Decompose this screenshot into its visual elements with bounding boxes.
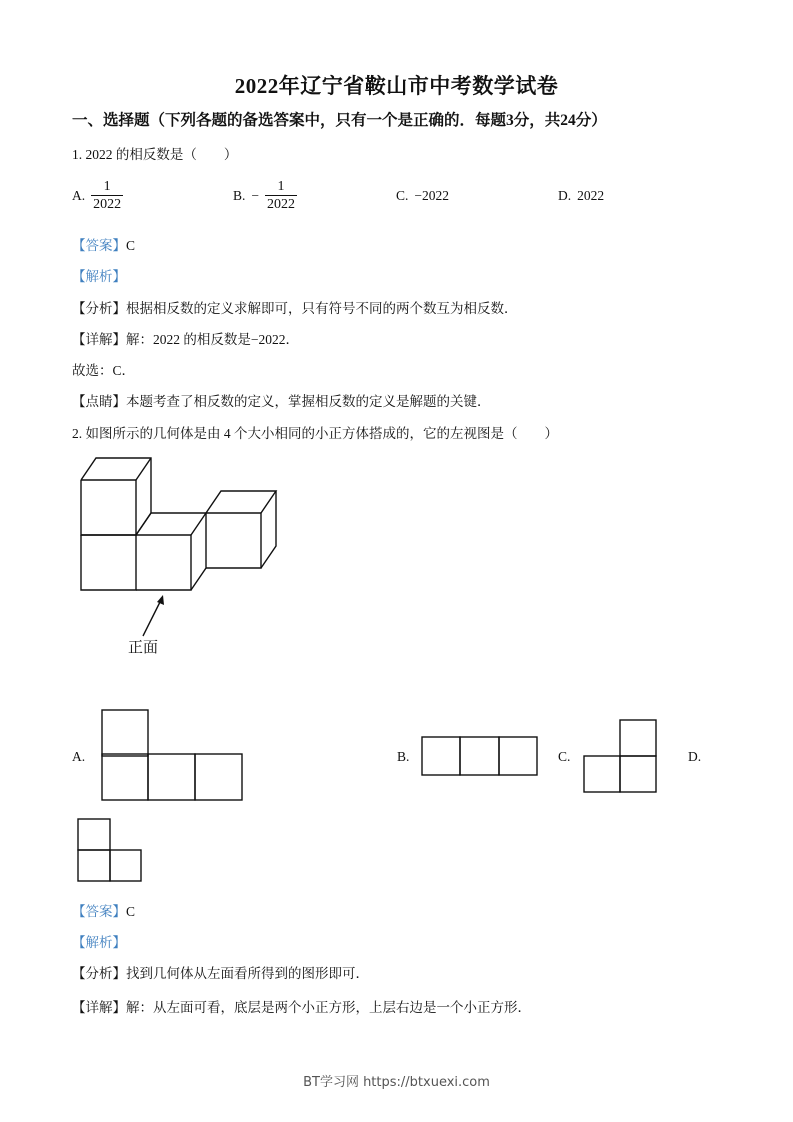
q1-stem: 1. 2022 的相反数是（ ）: [72, 147, 238, 162]
q1-answer: [72, 234, 135, 254]
xiangjie-label: 【详解】: [72, 1000, 126, 1015]
answer-label: 【答案】: [72, 238, 126, 253]
q1-option-c[interactable]: [396, 188, 449, 204]
q2-option-b-label[interactable]: B.: [397, 749, 410, 764]
q2-answer: [72, 900, 135, 920]
denominator: 2022: [93, 197, 122, 212]
option-label: D.: [558, 188, 572, 203]
dianjing-label: 【点睛】: [72, 394, 126, 409]
q1-option-d[interactable]: [558, 188, 604, 204]
front-label: 正面: [128, 640, 159, 656]
q1-option-b[interactable]: [233, 178, 297, 213]
xiangjie-label: 【详解】: [72, 332, 126, 347]
fraction: [265, 178, 297, 213]
q2-option-c-label[interactable]: C.: [558, 749, 571, 764]
fenxi-text: 根据相反数的定义求解即可，只有符号不同的两个数互为相反数．: [126, 301, 518, 316]
q2-fenxi: [72, 962, 369, 982]
q1-guxuan: 故选：C．: [72, 363, 136, 378]
numerator: 1: [103, 179, 111, 194]
q2-option-c-figure[interactable]: [582, 719, 660, 795]
q2-option-b-figure[interactable]: [421, 736, 541, 778]
q1-option-a[interactable]: [72, 178, 123, 213]
q2-option-a-label[interactable]: A.: [72, 749, 86, 764]
q2-analysis-label: 【解析】: [72, 935, 126, 950]
section-heading: 一、选择题（下列各题的备选答案中，只有一个是正确的．每题3分，共24分）: [72, 112, 607, 129]
answer-label: 【答案】: [72, 904, 126, 919]
q2-xiangjie: [72, 996, 531, 1016]
option-text: −2022: [414, 188, 450, 203]
option-text: 2022: [577, 188, 605, 203]
option-label: C.: [396, 188, 409, 203]
answer-value: C: [126, 238, 136, 253]
q1-xiangjie: [72, 328, 299, 348]
q2-option-d-label[interactable]: D.: [688, 749, 702, 764]
document-title: 2022年辽宁省鞍山市中考数学试卷: [234, 74, 559, 98]
fenxi-label: 【分析】: [72, 301, 126, 316]
q2-stem: 2. 如图所示的几何体是由 4 个大小相同的小正方体搭成的，它的左视图是（ ）: [72, 426, 558, 441]
fenxi-text: 找到几何体从左面看所得到的图形即可．: [126, 966, 369, 981]
numerator: 1: [277, 179, 285, 194]
fraction: [91, 178, 123, 213]
q2-option-d-figure[interactable]: [76, 817, 146, 885]
footer-watermark: BT学习网 https://btxuexi.com: [303, 1075, 490, 1090]
xiangjie-text: 解：从左面可看，底层是两个小正方形，上层右边是一个小正方形．: [126, 1000, 531, 1015]
cube-figure: [60, 440, 360, 670]
q1-fenxi: [72, 297, 518, 317]
fenxi-label: 【分析】: [72, 966, 126, 981]
dianjing-text: 本题考查了相反数的定义，掌握相反数的定义是解题的关键．: [126, 394, 491, 409]
xiangjie-text: 解：2022 的相反数是−2022．: [126, 332, 299, 347]
option-label: B.: [233, 187, 246, 203]
option-label: A.: [72, 187, 86, 203]
minus-sign: −: [251, 187, 260, 203]
q1-dianjing: [72, 390, 491, 410]
answer-value: C: [126, 904, 136, 919]
q1-analysis-label: 【解析】: [72, 269, 126, 284]
denominator: 2022: [267, 197, 296, 212]
q2-option-a-figure[interactable]: [100, 708, 246, 804]
